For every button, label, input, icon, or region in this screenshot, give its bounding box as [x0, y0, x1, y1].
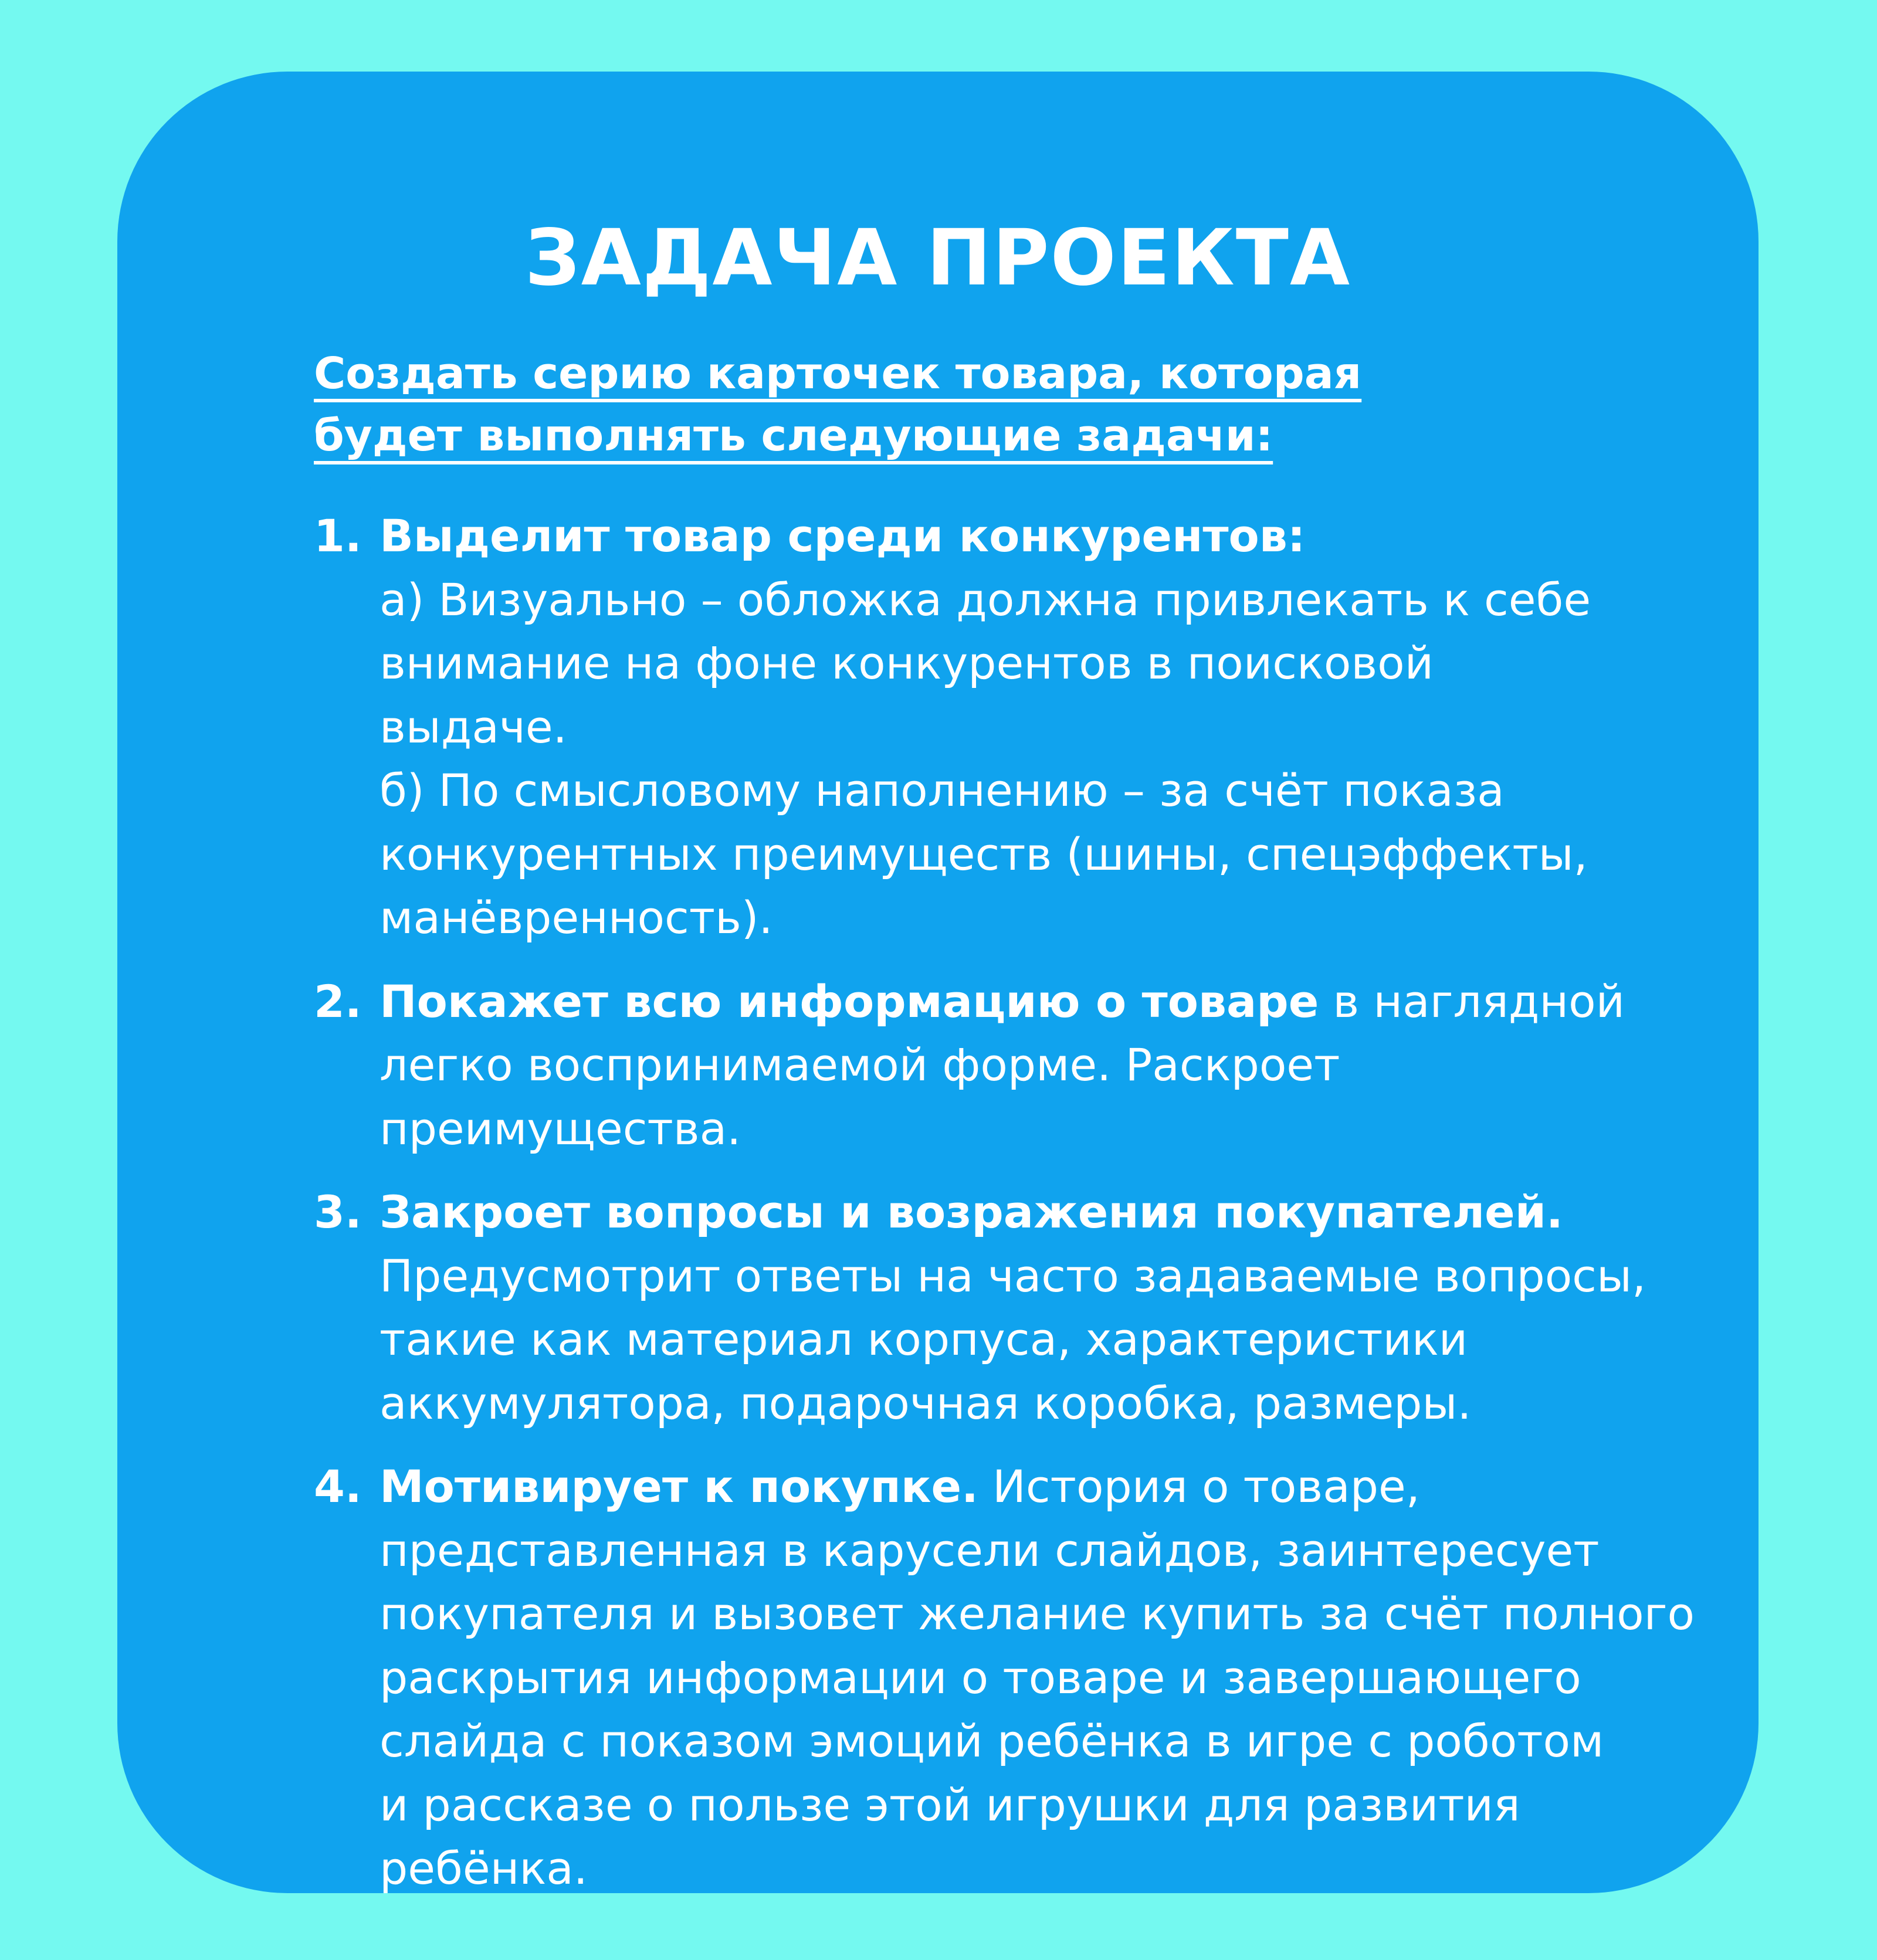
item-text: покупателя и вызовет желание купить за счёт полного: [380, 1588, 1695, 1640]
list-item: [314, 970, 1695, 1161]
item-line: [380, 1033, 1695, 1097]
item-text: в наглядной: [1319, 975, 1625, 1028]
list-item: [314, 1455, 1695, 1901]
item-line: [380, 504, 1695, 568]
item-text: слайда с показом эмоций ребёнка в игре с роботом: [380, 1715, 1604, 1767]
item-text: манёвренность).: [380, 891, 773, 944]
item-line: [380, 1710, 1695, 1774]
item-heading: Закроет вопросы и возражения покупателей.: [380, 1186, 1563, 1238]
item-line: [380, 1308, 1695, 1372]
item-number: 4.: [314, 1460, 362, 1513]
item-number: 2.: [314, 975, 362, 1028]
item-line: [380, 970, 1695, 1034]
page-title: ЗАДАЧА ПРОЕКТА: [524, 213, 1351, 303]
item-heading: Выделит товар среди конкурентов:: [380, 510, 1306, 562]
item-line: [380, 568, 1695, 632]
item-number: 3.: [314, 1186, 362, 1238]
item-line: [380, 886, 1695, 950]
item-text: а) Визуально – обложка должна привлекать к себе: [380, 573, 1591, 626]
subtitle-line: будет выполнять следующие задачи:: [314, 411, 1273, 461]
item-heading: Мотивирует к покупке.: [380, 1460, 978, 1513]
task-card: [117, 72, 1759, 1893]
item-line: [380, 696, 1695, 759]
item-line: [380, 1181, 1695, 1245]
item-line: [380, 1245, 1695, 1308]
item-text: представленная в карусели слайдов, заинтересует: [380, 1524, 1600, 1576]
item-text: аккумулятора, подарочная коробка, размеры.: [380, 1376, 1472, 1429]
subtitle-line: Создать серию карточек товара, которая: [314, 348, 1362, 399]
item-line: [380, 1372, 1695, 1436]
item-line: [380, 1774, 1695, 1837]
list-item: [314, 504, 1695, 950]
item-text: преимущества.: [380, 1102, 741, 1155]
item-text: б) По смысловому наполнению – за счёт показа: [380, 764, 1505, 816]
item-text: Предусмотрит ответы на часто задаваемые вопросы,: [380, 1249, 1646, 1302]
item-line: [380, 1582, 1695, 1646]
item-line: [380, 1837, 1695, 1901]
item-number: 1.: [314, 510, 362, 562]
item-line: [380, 1646, 1695, 1710]
item-line: [380, 1097, 1695, 1161]
item-text: раскрытия информации о товаре и завершающего: [380, 1651, 1581, 1704]
item-text: ребёнка.: [380, 1842, 588, 1894]
item-text: внимание на фоне конкурентов в поисковой: [380, 637, 1434, 689]
item-text: выдаче.: [380, 700, 567, 753]
item-text: и рассказе о пользе этой игрушки для развития: [380, 1778, 1520, 1831]
item-heading: Покажет всю информацию о товаре: [380, 975, 1319, 1028]
item-line: [380, 632, 1695, 696]
item-text: легко воспринимаемой форме. Раскроет: [380, 1039, 1340, 1091]
item-line: [380, 759, 1695, 823]
task-list: [314, 504, 1695, 1921]
item-text: конкурентных преимуществ (шины, спецэффекты,: [380, 828, 1588, 880]
item-line: [380, 1455, 1695, 1519]
item-text: История о товаре,: [978, 1460, 1420, 1513]
subtitle: [314, 343, 1361, 467]
item-line: [380, 823, 1695, 887]
list-item: [314, 1181, 1695, 1435]
item-line: [380, 1519, 1695, 1583]
item-text: такие как материал корпуса, характеристики: [380, 1313, 1468, 1365]
